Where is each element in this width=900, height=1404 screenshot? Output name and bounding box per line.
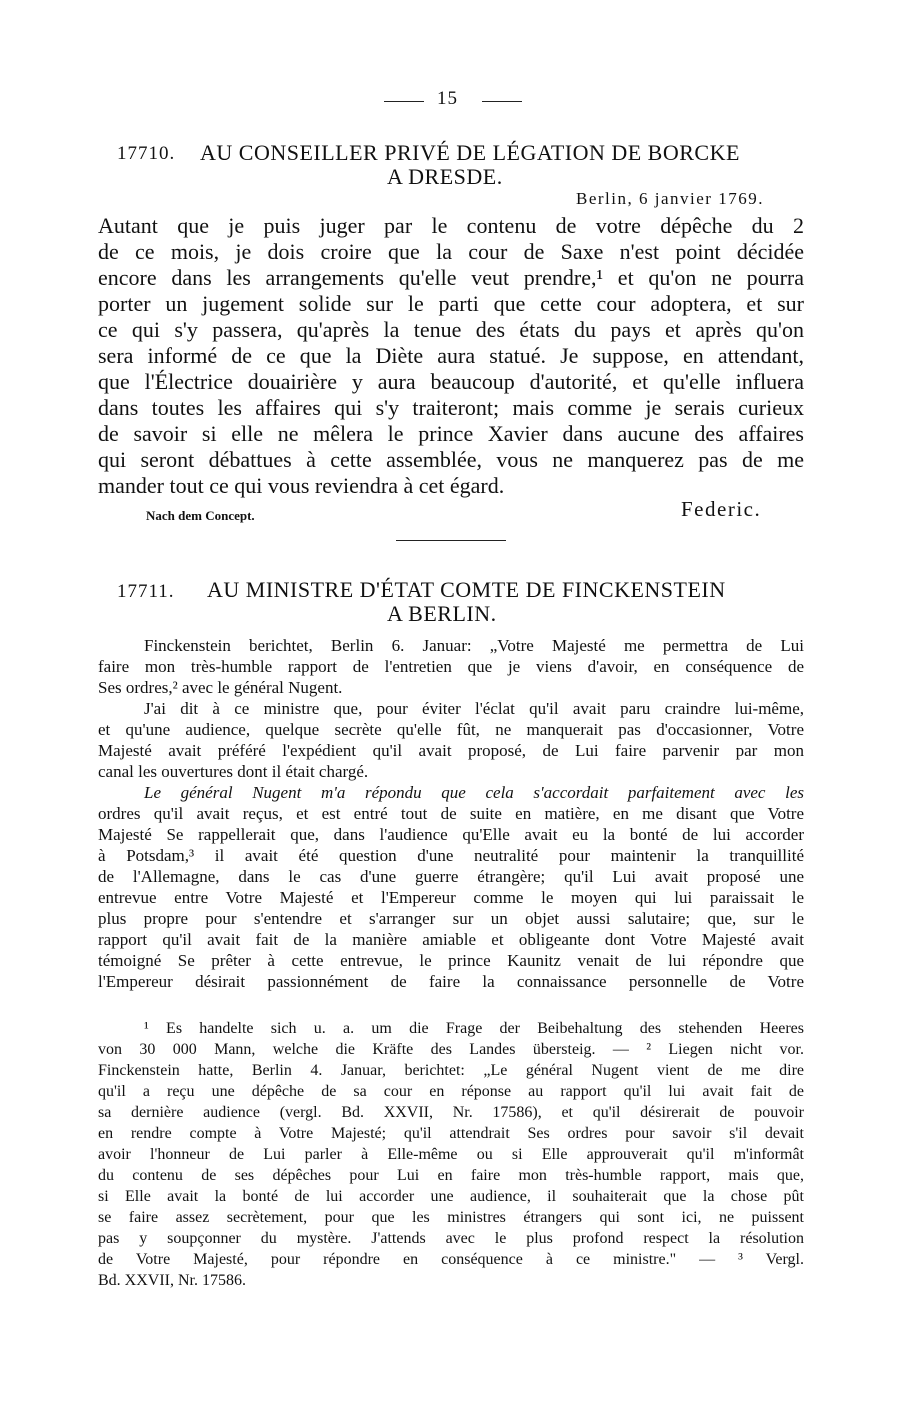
footnote-line: avoir l'honneur de Lui parler à Elle-même ou si Elle approuverait qu'il m'informât <box>98 1146 804 1163</box>
letter2-body-line: Majesté Se rappellerait que, dans l'audience qu'Elle avait eu la bonté de lui accorder <box>98 825 804 844</box>
letter2-body-line: Majesté avait préféré l'expédient qu'il avait proposé, de Lui faire parvenir par mon <box>98 741 804 760</box>
letter2-title-line1: AU MINISTRE D'ÉTAT COMTE DE FINCKENSTEIN <box>207 577 726 602</box>
footnote-line: en rendre compte à Votre Majesté; qu'il attendrait Ses ordres pour savoir s'il devait <box>98 1125 804 1142</box>
letter2-body-line: l'Empereur désirait passionnément de faire la connaissance personnelle de Votre <box>98 972 804 991</box>
footnote-line-last: Bd. XXVII, Nr. 17586. <box>98 1272 246 1289</box>
letter1-title-line1: AU CONSEILLER PRIVÉ DE LÉGATION DE BORCKE <box>200 140 740 165</box>
letter1-body-line: porter un jugement solide sur le parti que cette cour adoptera, et sur <box>98 291 804 316</box>
letter2-body-line: rapport qu'il avait fait de la manière amiable et obligeante dont Votre Majesté avait <box>98 930 804 949</box>
footnote-line: von 30 000 Mann, welche die Kräfte des Landes übersteig. — ² Liegen nicht vor. <box>98 1041 804 1058</box>
letter2-body <box>98 635 804 992</box>
letter1-body-line: qui seront débattues à cette assemblée, vous ne manquerez pas de me <box>98 447 804 472</box>
footnote-line: si Elle avait la bonté de lui accorder une audience, il souhaiterait que la chose pût <box>98 1188 804 1205</box>
letter1-body-line: ce qui s'y passera, qu'après la tenue des états du pays et après qu'on <box>98 317 804 342</box>
letter1-body-line: Autant que je puis juger par le contenu de votre dépêche du 2 <box>98 213 804 238</box>
footnote-line: Finckenstein hatte, Berlin 4. Januar, berichtet: „Le général Nugent vient de me dire <box>98 1062 804 1079</box>
header-rule-right <box>482 101 522 102</box>
letter2-body-line: entrevue entre Votre Majesté et l'Empereur comme le moyen qui lui paraissait le <box>98 888 804 907</box>
letter2-title-line2: A BERLIN. <box>387 601 497 626</box>
letter2-number: 17711. <box>117 581 175 602</box>
footnote-line: du contenu de ses dépêches pour Lui en faire mon très-humble rapport, mais que, <box>98 1167 804 1184</box>
footnote-line: pas y soupçonner du mystère. J'attends avec le plus profond respect la résolution <box>98 1230 804 1247</box>
letter1-body-line-last: mander tout ce qui vous reviendra à cet égard. <box>98 473 505 498</box>
letter1-body-line: sera informé de ce que la Diète aura statué. Je suppose, en attendant, <box>98 343 804 368</box>
letter1-body-line: de ce mois, je dois croire que la cour de Saxe n'est point décidée <box>98 239 804 264</box>
letter1-dateline: Berlin, 6 janvier 1769. <box>576 189 764 208</box>
page-number: 15 <box>437 88 458 109</box>
letter2-body-line: et qu'une audience, quelque secrète qu'elle fût, ne manquerait pas d'occasionner, Votre <box>98 720 804 739</box>
letter1-body-line: que l'Électrice douairière y aura beaucoup d'autorité, et qu'elle influera <box>98 369 804 394</box>
footnote-line: de Votre Majesté, pour répondre en conséquence à ce ministre." — ³ Vergl. <box>98 1251 804 1268</box>
letter1-title-line2: A DRESDE. <box>387 164 503 189</box>
footnote-line: sa dernière audience (vergl. Bd. XXVII, Nr. 17586), et qu'il désirerait de pouvoir <box>98 1104 804 1121</box>
letter1-source-note: Nach dem Concept. <box>146 508 255 523</box>
letter1-signature: Federic. <box>681 497 762 521</box>
letter1-body <box>98 213 804 499</box>
letter2-body-line: Le général Nugent m'a répondu que cela s'accordait parfaitement avec les <box>144 783 804 802</box>
footnote-line: ¹ Es handelte sich u. a. um die Frage der Beibehaltung des stehenden Heeres <box>144 1020 804 1037</box>
letter1-body-line: de savoir si elle ne mêlera le prince Xavier dans aucune des affaires <box>98 421 804 446</box>
footnote-line: se faire assez secrètement, pour que les ministres étrangers qui sont ici, ne puissent <box>98 1209 804 1226</box>
footnotes <box>98 1018 804 1291</box>
letter2-body-line: Finckenstein berichtet, Berlin 6. Januar: „Votre Majesté me permettra de Lui <box>144 636 804 655</box>
header-rule-left <box>384 101 424 102</box>
letter2-body-line: canal les ouvertures dont il était chargé. <box>98 762 369 781</box>
letter1-number: 17710. <box>117 143 176 164</box>
letter2-body-line: faire mon très-humble rapport de l'entretien que je viens d'avoir, en conséquence de <box>98 657 804 676</box>
letter1-body-line: dans toutes les affaires qui s'y traiteront; mais comme je serais curieux <box>98 395 804 420</box>
letter2-body-line: Ses ordres,² avec le général Nugent. <box>98 678 343 697</box>
letter1-body-line: encore dans les arrangements qu'elle veut prendre,¹ et qu'on ne pourra <box>98 265 804 290</box>
letter2-body-line: à Potsdam,³ il avait été question d'une neutralité pour maintenir la tranquillité <box>98 846 804 865</box>
footnote-line: qu'il a reçu une dépêche de sa cour en réponse au rapport qu'il lui avait fait de <box>98 1083 804 1100</box>
letter2-body-line: témoigné Se prêter à cette entrevue, le prince Kaunitz venait de lui répondre que <box>98 951 804 970</box>
letter2-body-line: plus propre pour s'entendre et s'arranger sur un objet aussi salutaire; que, sur le <box>98 909 804 928</box>
letter2-body-line: de l'Allemagne, dans le cas d'une guerre étrangère; qu'il Lui avait proposé une <box>98 867 804 886</box>
letter2-body-line: ordres qu'il avait reçus, et est entré tout de suite en matière, en me disant que Votre <box>98 804 804 823</box>
letter2-body-line: J'ai dit à ce ministre que, pour éviter l'éclat qu'il avait paru craindre lui-même, <box>144 699 804 718</box>
section-divider <box>396 540 506 541</box>
